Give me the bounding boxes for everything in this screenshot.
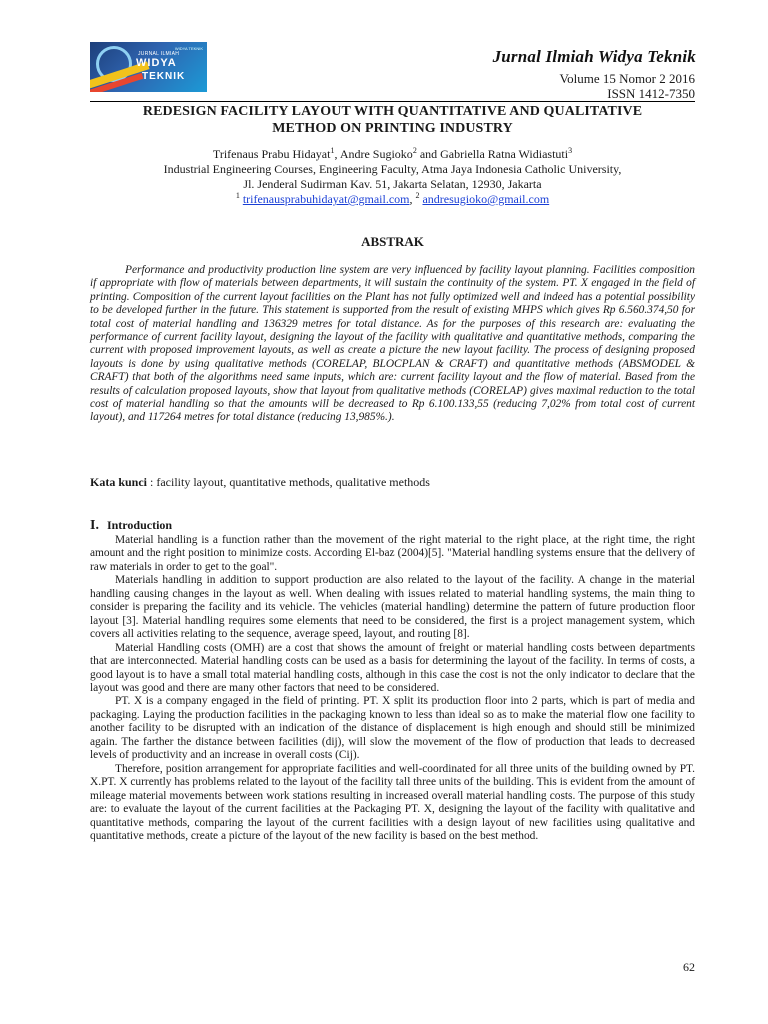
email-link-2[interactable]: andresugioko@gmail.com bbox=[422, 192, 550, 206]
paper-title bbox=[90, 103, 695, 137]
author-name: Andre Sugioko bbox=[339, 147, 413, 161]
author-block bbox=[90, 147, 695, 207]
author-superscript: 1 bbox=[330, 146, 335, 155]
journal-issn: ISSN 1412-7350 bbox=[607, 86, 695, 101]
logo-corner-text: WIDYA TEKNIK bbox=[174, 46, 203, 51]
author-address: Jl. Jenderal Sudirman Kav. 51, Jakarta Selatan, 12930, Jakarta bbox=[243, 177, 542, 191]
paragraph: Material handling is a function rather than the movement of the right material to the right place, at the right time, the right amount and the right position to minimize costs. According El-baz (2004)[5]. "Material handling systems ensure that the delivery of raw materials in order to get to the goal". bbox=[90, 534, 695, 573]
section-number: I. bbox=[90, 518, 99, 533]
keywords-label: Kata kunci bbox=[90, 475, 148, 489]
author-affiliation: Industrial Engineering Courses, Engineering Faculty, Atma Jaya Indonesia Catholic University, bbox=[163, 162, 622, 176]
journal-volume: Volume 15 Nomor 2 2016 bbox=[559, 71, 695, 86]
keywords: Kata kunci : facility layout, quantitative methods, qualitative methods bbox=[90, 475, 430, 489]
journal-name: Jurnal Ilmiah Widya Teknik bbox=[492, 47, 696, 66]
journal-logo bbox=[90, 42, 207, 92]
page-number: 62 bbox=[683, 960, 695, 974]
author-emails: $^1$ trifenausprabuhidayat@gmail.com, $^2$ andresugioko@gmail.com bbox=[235, 191, 550, 206]
logo-name-line2: TEKNIK bbox=[142, 71, 186, 82]
abstract-text: Performance and productivity production line system are very influenced by facility layout planning. Facilities composition if appropriate with flow of materials between departments, it will sustain the continuity of the system. PT. X engaged in the field of printing. Composition of the current layout facilities on the Plant has not fully optimized well and indeed has a potential possibility to be developed further in the future. This statement is supported from the result of existing MHPS which gives Rp 6.560.374,50 for total cost of material handling and 136329 metres for total distance. As for the purposes of this research are: evaluating the performance of current facility layout, designing the layout of the facility with qualitative and quantitative methods, comparing the current with proposed improvement layouts, as well as create a picture the new layout facility. The process of designing proposed layouts is done by using qualitative methods (CORELAP, BLOCPLAN & CRAFT) and quantitative methods (ABSMODEL & CRAFT) that both of the algorithms need same inputs, which are: current facility layout and the flow of material. Based from the results of calculation proposed layouts, show that layout from qualitative methods (CORELAP) gives maximal reduction to the total cost of material handling so that the amounts will be decreased to Rp 6.100.133,55 (reducing 7,02% from total cost of current layout), and 117264 metres for total distance (reducing 13,985%.). bbox=[90, 264, 695, 424]
author-superscript: 2 bbox=[412, 146, 417, 155]
author-superscript: 3 bbox=[568, 146, 573, 155]
header-divider bbox=[90, 101, 695, 102]
paper-title-line1: REDESIGN FACILITY LAYOUT WITH QUANTITATIVE AND QUALITATIVE bbox=[142, 104, 643, 119]
author-list: Trifenaus Prabu Hidayat$^1$, Andre Sugioko$^2$ and Gabriella Ratna Widiastuti$^3$ bbox=[212, 146, 573, 161]
paragraph: Therefore, position arrangement for appropriate facilities and well-coordinated for all three units of the building owned by PT. X.PT. X currently has problems related to the layout of the facility tall three units of the building. This is evident from the amount of mileage material movements between work stations resulting in increased overall material handling costs. The purpose of this study are: to evaluate the layout of the current facilities at the Packaging PT. X, designing the layout of the facility with qualitative and quantitative methods, comparing the layout of the current facilities with a design layout of new facilities using qualitative and quantitative methods, create a picture of the layout of the new facility is based on the best method. bbox=[90, 762, 695, 842]
author-name: Gabriella Ratna Widiastuti bbox=[440, 147, 569, 161]
abstract-heading: ABSTRAK bbox=[361, 234, 424, 249]
paragraph: Materials handling in addition to support production are also related to the layout of the facility. A change in the material handling causing changes in the layout as well. When dealing with issues related to material handling systems, the main thing to consider is preparing the facility and its vehicle. The vehicles (material handling) determine the pattern of future production floor layout [3]. Material handling requires some elements that need to be considered, the first is a project management system, which covers all activities relating to the sequence, average speed, layout, and routing [8]. bbox=[90, 574, 695, 641]
introduction-body bbox=[90, 534, 695, 843]
keywords-value: facility layout, quantitative methods, qualitative methods bbox=[156, 475, 430, 489]
section-heading-introduction bbox=[90, 518, 172, 534]
logo-small-text: JURNAL ILMIAH bbox=[138, 51, 180, 57]
paragraph: PT. X is a company engaged in the field of printing. PT. X split its production floor into 2 parts, which is part of media and packaging. Laying the production facilities in the packaging known to less than ideal so as to make the material flow one facility to another facility to be disrupted with an indication of the distance of displacement is high enough and should still be minimized again. The farther the distance between facilities (dij), will slow the movement of the flow of production that leads to decreased levels of productivity and an increase in overall costs (Cij). bbox=[90, 695, 695, 762]
paper-title-line2: METHOD ON PRINTING INDUSTRY bbox=[272, 121, 513, 136]
logo-name-line1: WIDYA bbox=[136, 57, 177, 69]
author-name: Trifenaus Prabu Hidayat bbox=[212, 147, 331, 161]
email-link-1[interactable]: trifenausprabuhidayat@gmail.com bbox=[242, 192, 410, 206]
paragraph: Material Handling costs (OMH) are a cost that shows the amount of freight or material handling costs between departments that are interconnected. Material handling costs can be used as a basis for determining the layout of the facility. In terms of costs, a good layout is to have a small total material handling costs, although in this case the cost is not the only indicator to declare that the layout was good and there are many other factors that need to be considered. bbox=[90, 641, 695, 694]
section-title: Introduction bbox=[106, 518, 173, 532]
